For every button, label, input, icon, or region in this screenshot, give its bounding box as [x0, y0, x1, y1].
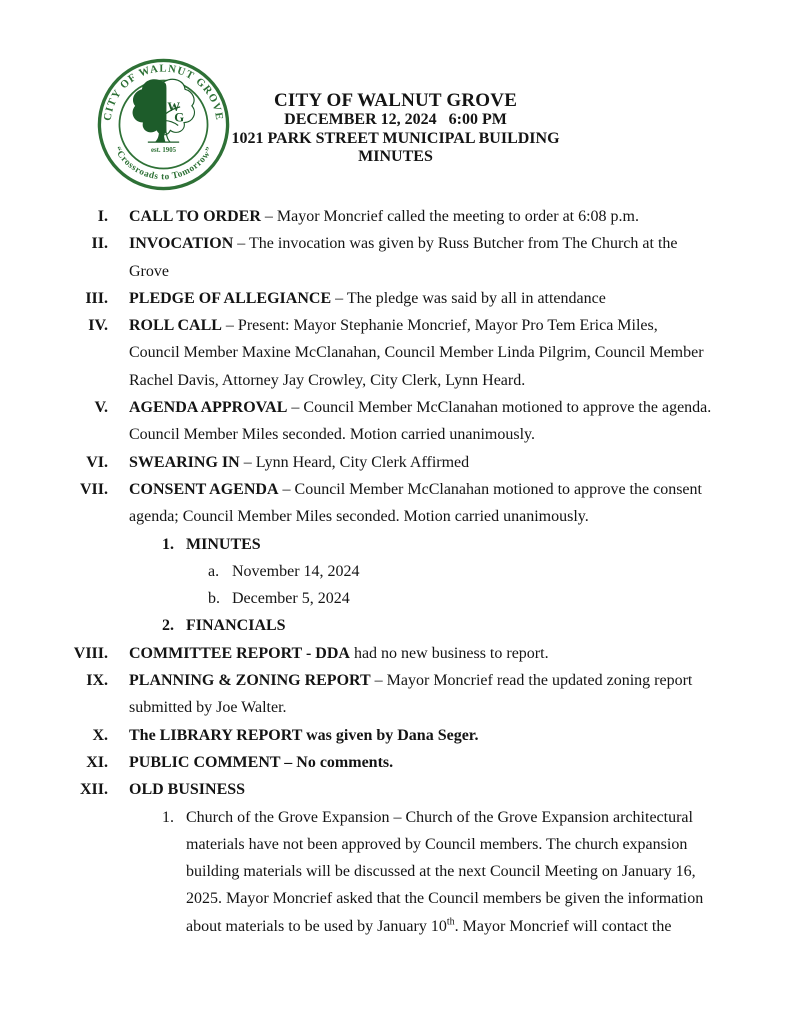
document-title: CITY OF WALNUT GROVE — [273, 90, 518, 111]
agenda-item-old-business — [40, 776, 712, 940]
item-body: – Council Member McClanahan motioned to approve the agenda. Council Member Miles seconded. Motion carried unanimously. — [129, 399, 712, 444]
agenda-item-library-report — [40, 722, 712, 749]
agenda-item-pledge — [40, 285, 712, 312]
entry-letter: a. — [208, 562, 220, 580]
meeting-address: 1021 PARK STREET MUNICIPAL BUILDING — [231, 129, 560, 147]
item-content — [129, 476, 712, 640]
meeting-datetime: DECEMBER 12, 2024 6:00 PM — [284, 111, 507, 128]
item-numeral: X. — [92, 726, 108, 744]
item-heading: PUBLIC COMMENT – No comments. — [129, 753, 394, 771]
item-numeral: XI. — [86, 753, 108, 771]
sub-item-content — [186, 612, 712, 639]
item-heading: PLANNING & ZONING REPORT — [129, 672, 371, 690]
consent-financials-item — [129, 612, 712, 639]
item-body: – The pledge was said by all in attendance — [331, 289, 606, 307]
item-content — [129, 203, 712, 230]
paragraph-text: . Mayor Moncrief will contact the — [454, 917, 672, 935]
sub-item-label: MINUTES — [186, 535, 261, 553]
item-numeral: XII. — [79, 781, 108, 799]
item-heading: CONSENT AGENDA — [129, 480, 279, 498]
item-content — [129, 749, 712, 776]
seal-group — [99, 60, 227, 188]
agenda-item-consent-agenda — [40, 476, 712, 640]
item-heading: OLD BUSINESS — [129, 781, 246, 799]
item-body: – The invocation was given by Russ Butcher from The Church at the Grove — [129, 235, 678, 280]
agenda-item-committee-report — [40, 640, 712, 667]
old-business-text — [186, 804, 712, 940]
agenda-item-call-to-order — [40, 203, 712, 230]
item-heading: CALL TO ORDER — [129, 208, 261, 225]
item-content — [129, 640, 712, 667]
paragraph-text: Church of the Grove Expansion – Church of the Grove Expansion architectural materials have not been approved by Council members. The church expansion building materials will be discussed at the next Council Meeting on January 16, 2025. Mayor Moncrief asked that the Council members be given the information about materials to be used by January 10 — [186, 808, 704, 935]
item-heading: The LIBRARY REPORT was given by Dana Seger. — [129, 726, 479, 744]
item-body: – Council Member McClanahan motioned to approve the consent agenda; Council Member Miles seconded. Motion carried unanimously. — [129, 480, 702, 526]
sub-item-content — [186, 531, 712, 613]
item-content — [129, 449, 712, 476]
item-body: – Mayor Moncrief called the meeting to order at 6:08 p.m. — [260, 208, 639, 225]
agenda-item-public-comment — [40, 749, 712, 776]
agenda-item-roll-call — [40, 312, 712, 394]
sub-item-numeral: 1. — [162, 808, 174, 826]
seal-monogram-w: W — [167, 99, 181, 114]
item-content — [129, 722, 712, 749]
item-body: had no new business to report. — [349, 644, 549, 662]
minutes-entry-b — [186, 585, 712, 612]
item-content — [129, 312, 712, 394]
item-numeral: V. — [94, 399, 108, 417]
agenda-item-planning-zoning — [40, 667, 712, 722]
item-heading: AGENDA APPROVAL — [129, 399, 288, 417]
sub-item-label: FINANCIALS — [186, 617, 286, 635]
item-numeral: VII. — [79, 480, 108, 498]
city-seal-logo — [95, 56, 232, 193]
consent-minutes-item — [129, 531, 712, 613]
item-numeral: IV. — [88, 317, 108, 335]
item-numeral: IX. — [86, 672, 108, 690]
agenda-item-agenda-approval — [40, 394, 712, 449]
seal-est-text: est. 1905 — [150, 146, 177, 154]
seal-monogram-g: G — [174, 110, 185, 125]
item-heading: INVOCATION — [129, 235, 234, 253]
item-heading: PLEDGE OF ALLEGIANCE — [129, 289, 332, 307]
item-content — [129, 230, 712, 285]
agenda-item-swearing-in — [40, 449, 712, 476]
document-header — [0, 0, 791, 203]
old-business-paragraph — [129, 804, 712, 940]
tree-icon — [133, 79, 195, 142]
entry-text: November 14, 2024 — [232, 562, 360, 580]
document-type: MINUTES — [358, 148, 433, 165]
item-heading: SWEARING IN — [129, 453, 240, 471]
item-body: – Lynn Heard, City Clerk Affirmed — [239, 453, 470, 471]
seal-top-arc-text: CITY OF WALNUT GROVE — [101, 62, 226, 122]
sub-item-numeral: 1. — [162, 535, 174, 553]
item-heading: ROLL CALL — [129, 317, 222, 335]
item-numeral: VIII. — [73, 644, 108, 662]
item-content — [129, 285, 712, 312]
item-content — [129, 667, 712, 722]
agenda-item-invocation — [40, 230, 712, 285]
item-numeral: III. — [85, 289, 108, 307]
ordinal-superscript: th — [446, 916, 455, 928]
sub-item-numeral: 2. — [162, 617, 174, 635]
item-content — [129, 776, 712, 940]
item-numeral: I. — [97, 208, 108, 225]
item-content — [129, 394, 712, 449]
item-numeral: VI. — [86, 453, 108, 471]
minutes-body — [0, 203, 791, 940]
item-numeral: II. — [91, 235, 108, 253]
entry-text: December 5, 2024 — [232, 590, 350, 608]
item-body: – Present: Mayor Stephanie Moncrief, Mayor Pro Tem Erica Miles, Council Member Maxine McClanahan, Council Member Linda Pilgrim, Council Member Rachel Davis, Attorney Jay Crowley, City Clerk, Lynn Heard. — [129, 317, 704, 389]
seal-bottom-arc-text: “Crossroads to Tomorrow” — [111, 145, 216, 183]
entry-letter: b. — [208, 590, 220, 608]
item-body: – Mayor Moncrief read the updated zoning report submitted by Joe Walter. — [129, 672, 693, 717]
minutes-entry-a — [186, 558, 712, 585]
item-heading: COMMITTEE REPORT - DDA — [129, 644, 350, 662]
